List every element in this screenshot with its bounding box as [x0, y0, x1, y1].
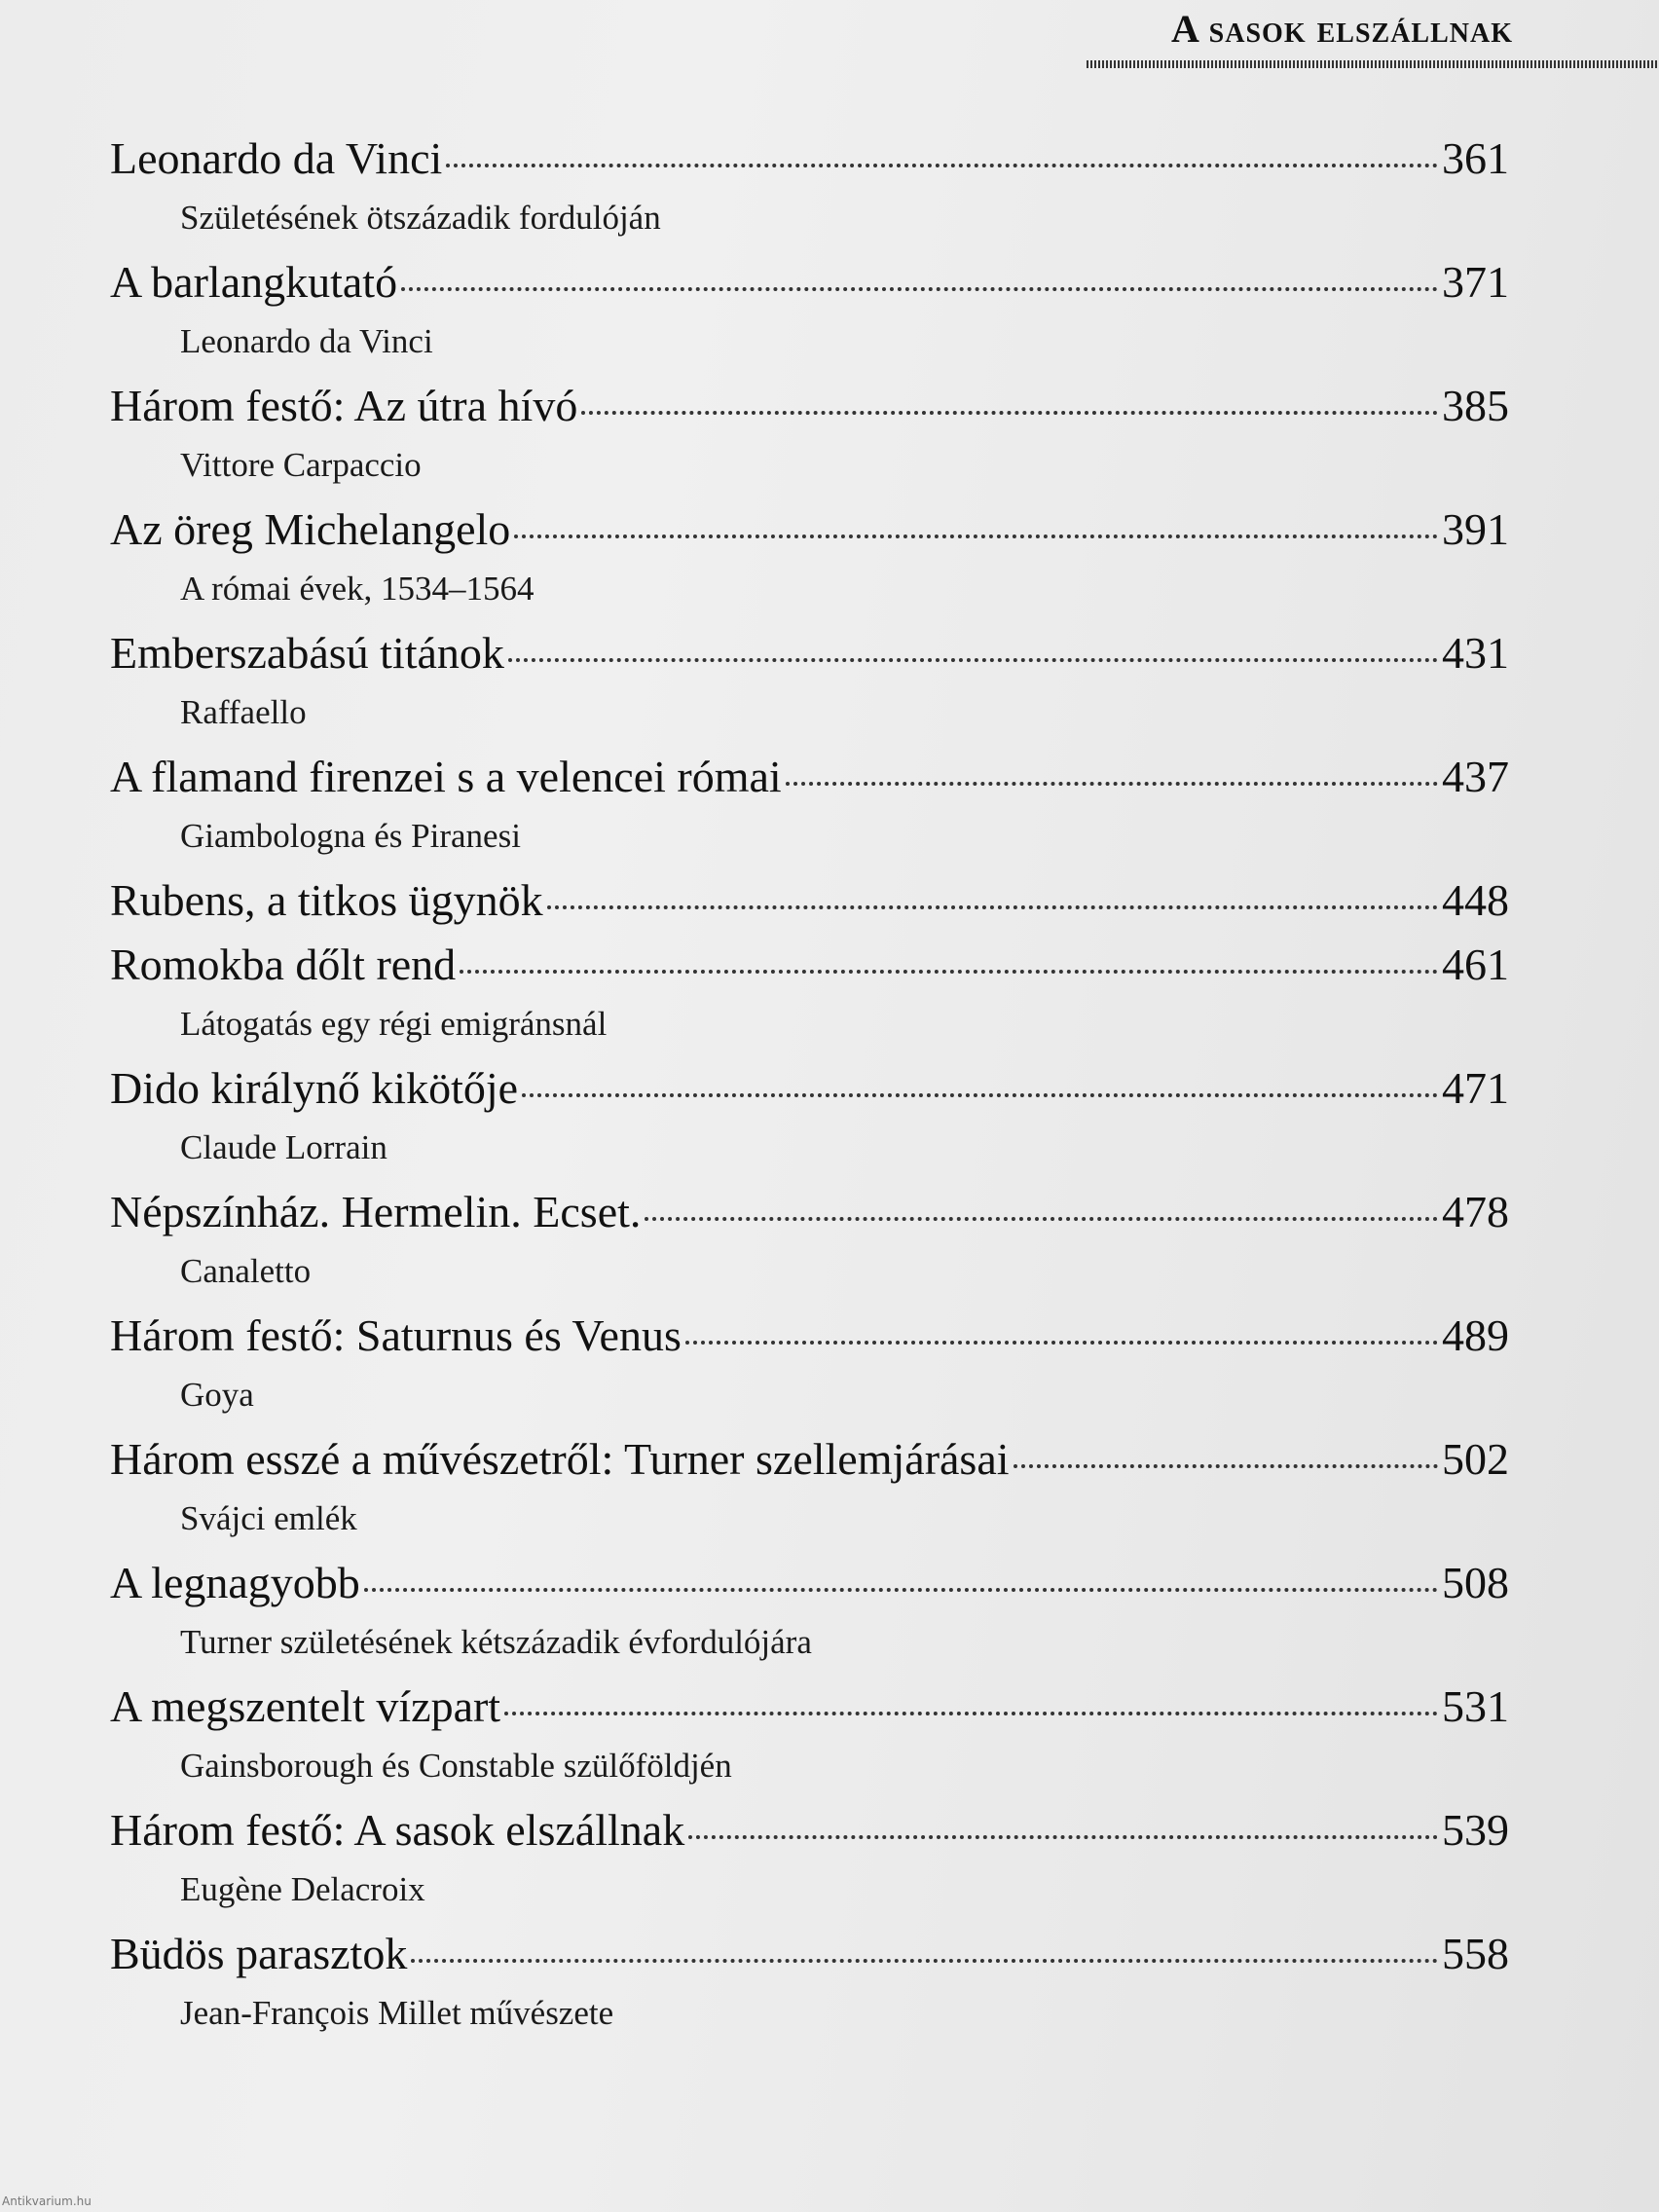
toc-entry-page-number: 508 — [1442, 1558, 1509, 1607]
toc-entry — [110, 933, 1509, 1056]
toc-entry — [110, 250, 1509, 374]
toc-entry-line — [110, 1056, 1509, 1121]
toc-entry-line — [110, 1180, 1509, 1244]
dot-leader — [411, 1959, 1438, 1963]
dot-leader — [446, 164, 1438, 167]
dot-leader — [786, 782, 1438, 786]
toc-entry-title: A legnagyobb — [110, 1558, 360, 1607]
toc-entry-page-number: 531 — [1442, 1681, 1509, 1731]
toc-entry-title: Az öreg Michelangelo — [110, 504, 511, 554]
toc-entry — [110, 1056, 1509, 1180]
toc-entry-title: A barlangkutató — [110, 257, 398, 307]
toc-entry-page-number: 478 — [1442, 1187, 1509, 1236]
toc-entry-subtitle: Giambologna és Piranesi — [180, 817, 521, 855]
toc-entry-title: Három esszé a művészetről: Turner szellemjárásai — [110, 1434, 1010, 1484]
toc-entry — [110, 1551, 1509, 1675]
toc-entry-line — [110, 933, 1509, 997]
dot-leader — [504, 1712, 1438, 1715]
toc-entry-subtitle: Canaletto — [180, 1252, 312, 1290]
toc-entry-subtitle: Claude Lorrain — [180, 1128, 387, 1166]
toc-entry-subtitle: Goya — [180, 1376, 254, 1414]
toc-entry-title: Három festő: Az útra hívó — [110, 381, 578, 430]
toc-entry-subtitle: Svájci emlék — [180, 1499, 357, 1537]
toc-entry — [110, 1304, 1509, 1427]
toc-entry-page-number: 431 — [1442, 628, 1509, 678]
toc-entry-subtitle: Gainsborough és Constable szülőföldjén — [180, 1747, 732, 1785]
dot-leader — [522, 1093, 1438, 1097]
dot-leader — [401, 287, 1438, 291]
toc-entry-line — [110, 868, 1509, 933]
dot-leader — [508, 658, 1438, 662]
toc-entry-title: Rubens, a titkos ügynök — [110, 875, 543, 925]
dot-leader — [1014, 1464, 1438, 1468]
toc-entry-line — [110, 1798, 1509, 1862]
dot-leader — [514, 535, 1438, 538]
toc-entry — [110, 621, 1509, 745]
toc-entry-title: Romokba dőlt rend — [110, 940, 457, 989]
header-rule — [1087, 60, 1659, 68]
toc-entry-title: A flamand firenzei s a velencei római — [110, 752, 782, 801]
toc-entry — [110, 1922, 1509, 2046]
dot-leader — [685, 1341, 1438, 1345]
toc-entry-line — [110, 1304, 1509, 1368]
toc-entry-subtitle: A római évek, 1534–1564 — [180, 570, 535, 608]
table-of-contents — [110, 127, 1509, 2046]
toc-entry-title: Három festő: A sasok elszállnak — [110, 1805, 685, 1855]
toc-entry-page-number: 437 — [1442, 752, 1509, 801]
toc-entry-line — [110, 250, 1509, 314]
toc-entry-page-number: 391 — [1442, 504, 1509, 554]
toc-entry — [110, 1427, 1509, 1551]
dot-leader — [547, 905, 1438, 909]
toc-entry-page-number: 539 — [1442, 1805, 1509, 1855]
toc-entry-line — [110, 1427, 1509, 1492]
toc-entry-title: Dido királynő kikötője — [110, 1063, 519, 1113]
toc-entry — [110, 1180, 1509, 1304]
running-header: A sasok elszállnak — [1171, 7, 1513, 51]
dot-leader — [645, 1217, 1438, 1221]
toc-entry-line — [110, 745, 1509, 809]
toc-entry-line — [110, 1551, 1509, 1615]
toc-entry-title: Büdös parasztok — [110, 1929, 408, 1978]
toc-entry-subtitle: Látogatás egy régi emigránsnál — [180, 1005, 608, 1043]
toc-entry-title: A megszentelt vízpart — [110, 1681, 501, 1731]
toc-entry-title: Leonardo da Vinci — [110, 133, 443, 183]
toc-entry-subtitle: Raffaello — [180, 693, 307, 731]
toc-entry-page-number: 489 — [1442, 1310, 1509, 1360]
toc-entry-subtitle: Születésének ötszázadik fordulóján — [180, 199, 661, 237]
toc-entry-page-number: 361 — [1442, 133, 1509, 183]
toc-entry-page-number: 371 — [1442, 257, 1509, 307]
toc-entry-subtitle: Vittore Carpaccio — [180, 446, 422, 484]
toc-entry-line — [110, 374, 1509, 438]
toc-entry-subtitle: Turner születésének kétszázadik évfordulójára — [180, 1623, 812, 1661]
toc-entry-page-number: 558 — [1442, 1929, 1509, 1978]
dot-leader — [460, 970, 1438, 974]
toc-entry-title: Három festő: Saturnus és Venus — [110, 1310, 682, 1360]
toc-entry — [110, 868, 1509, 933]
toc-entry-page-number: 471 — [1442, 1063, 1509, 1113]
dot-leader — [688, 1835, 1438, 1839]
toc-entry — [110, 498, 1509, 621]
toc-entry-line — [110, 127, 1509, 191]
toc-entry-subtitle: Leonardo da Vinci — [180, 322, 433, 360]
toc-entry — [110, 127, 1509, 250]
toc-entry — [110, 745, 1509, 868]
dot-leader — [364, 1588, 1438, 1592]
dot-leader — [581, 411, 1438, 415]
toc-entry-title: Emberszabású titánok — [110, 628, 504, 678]
watermark: Antikvarium.hu — [2, 2194, 92, 2208]
toc-entry — [110, 374, 1509, 498]
toc-entry-title: Népszínház. Hermelin. Ecset. — [110, 1187, 642, 1236]
toc-entry-line — [110, 621, 1509, 685]
toc-entry — [110, 1798, 1509, 1922]
toc-entry-page-number: 502 — [1442, 1434, 1509, 1484]
toc-entry-line — [110, 498, 1509, 562]
toc-entry — [110, 1675, 1509, 1798]
toc-entry-page-number: 461 — [1442, 940, 1509, 989]
toc-entry-line — [110, 1922, 1509, 1986]
toc-entry-line — [110, 1675, 1509, 1739]
toc-entry-page-number: 385 — [1442, 381, 1509, 430]
toc-entry-page-number: 448 — [1442, 875, 1509, 925]
toc-entry-subtitle: Eugène Delacroix — [180, 1870, 425, 1908]
toc-entry-subtitle: Jean-François Millet művészete — [180, 1994, 614, 2032]
